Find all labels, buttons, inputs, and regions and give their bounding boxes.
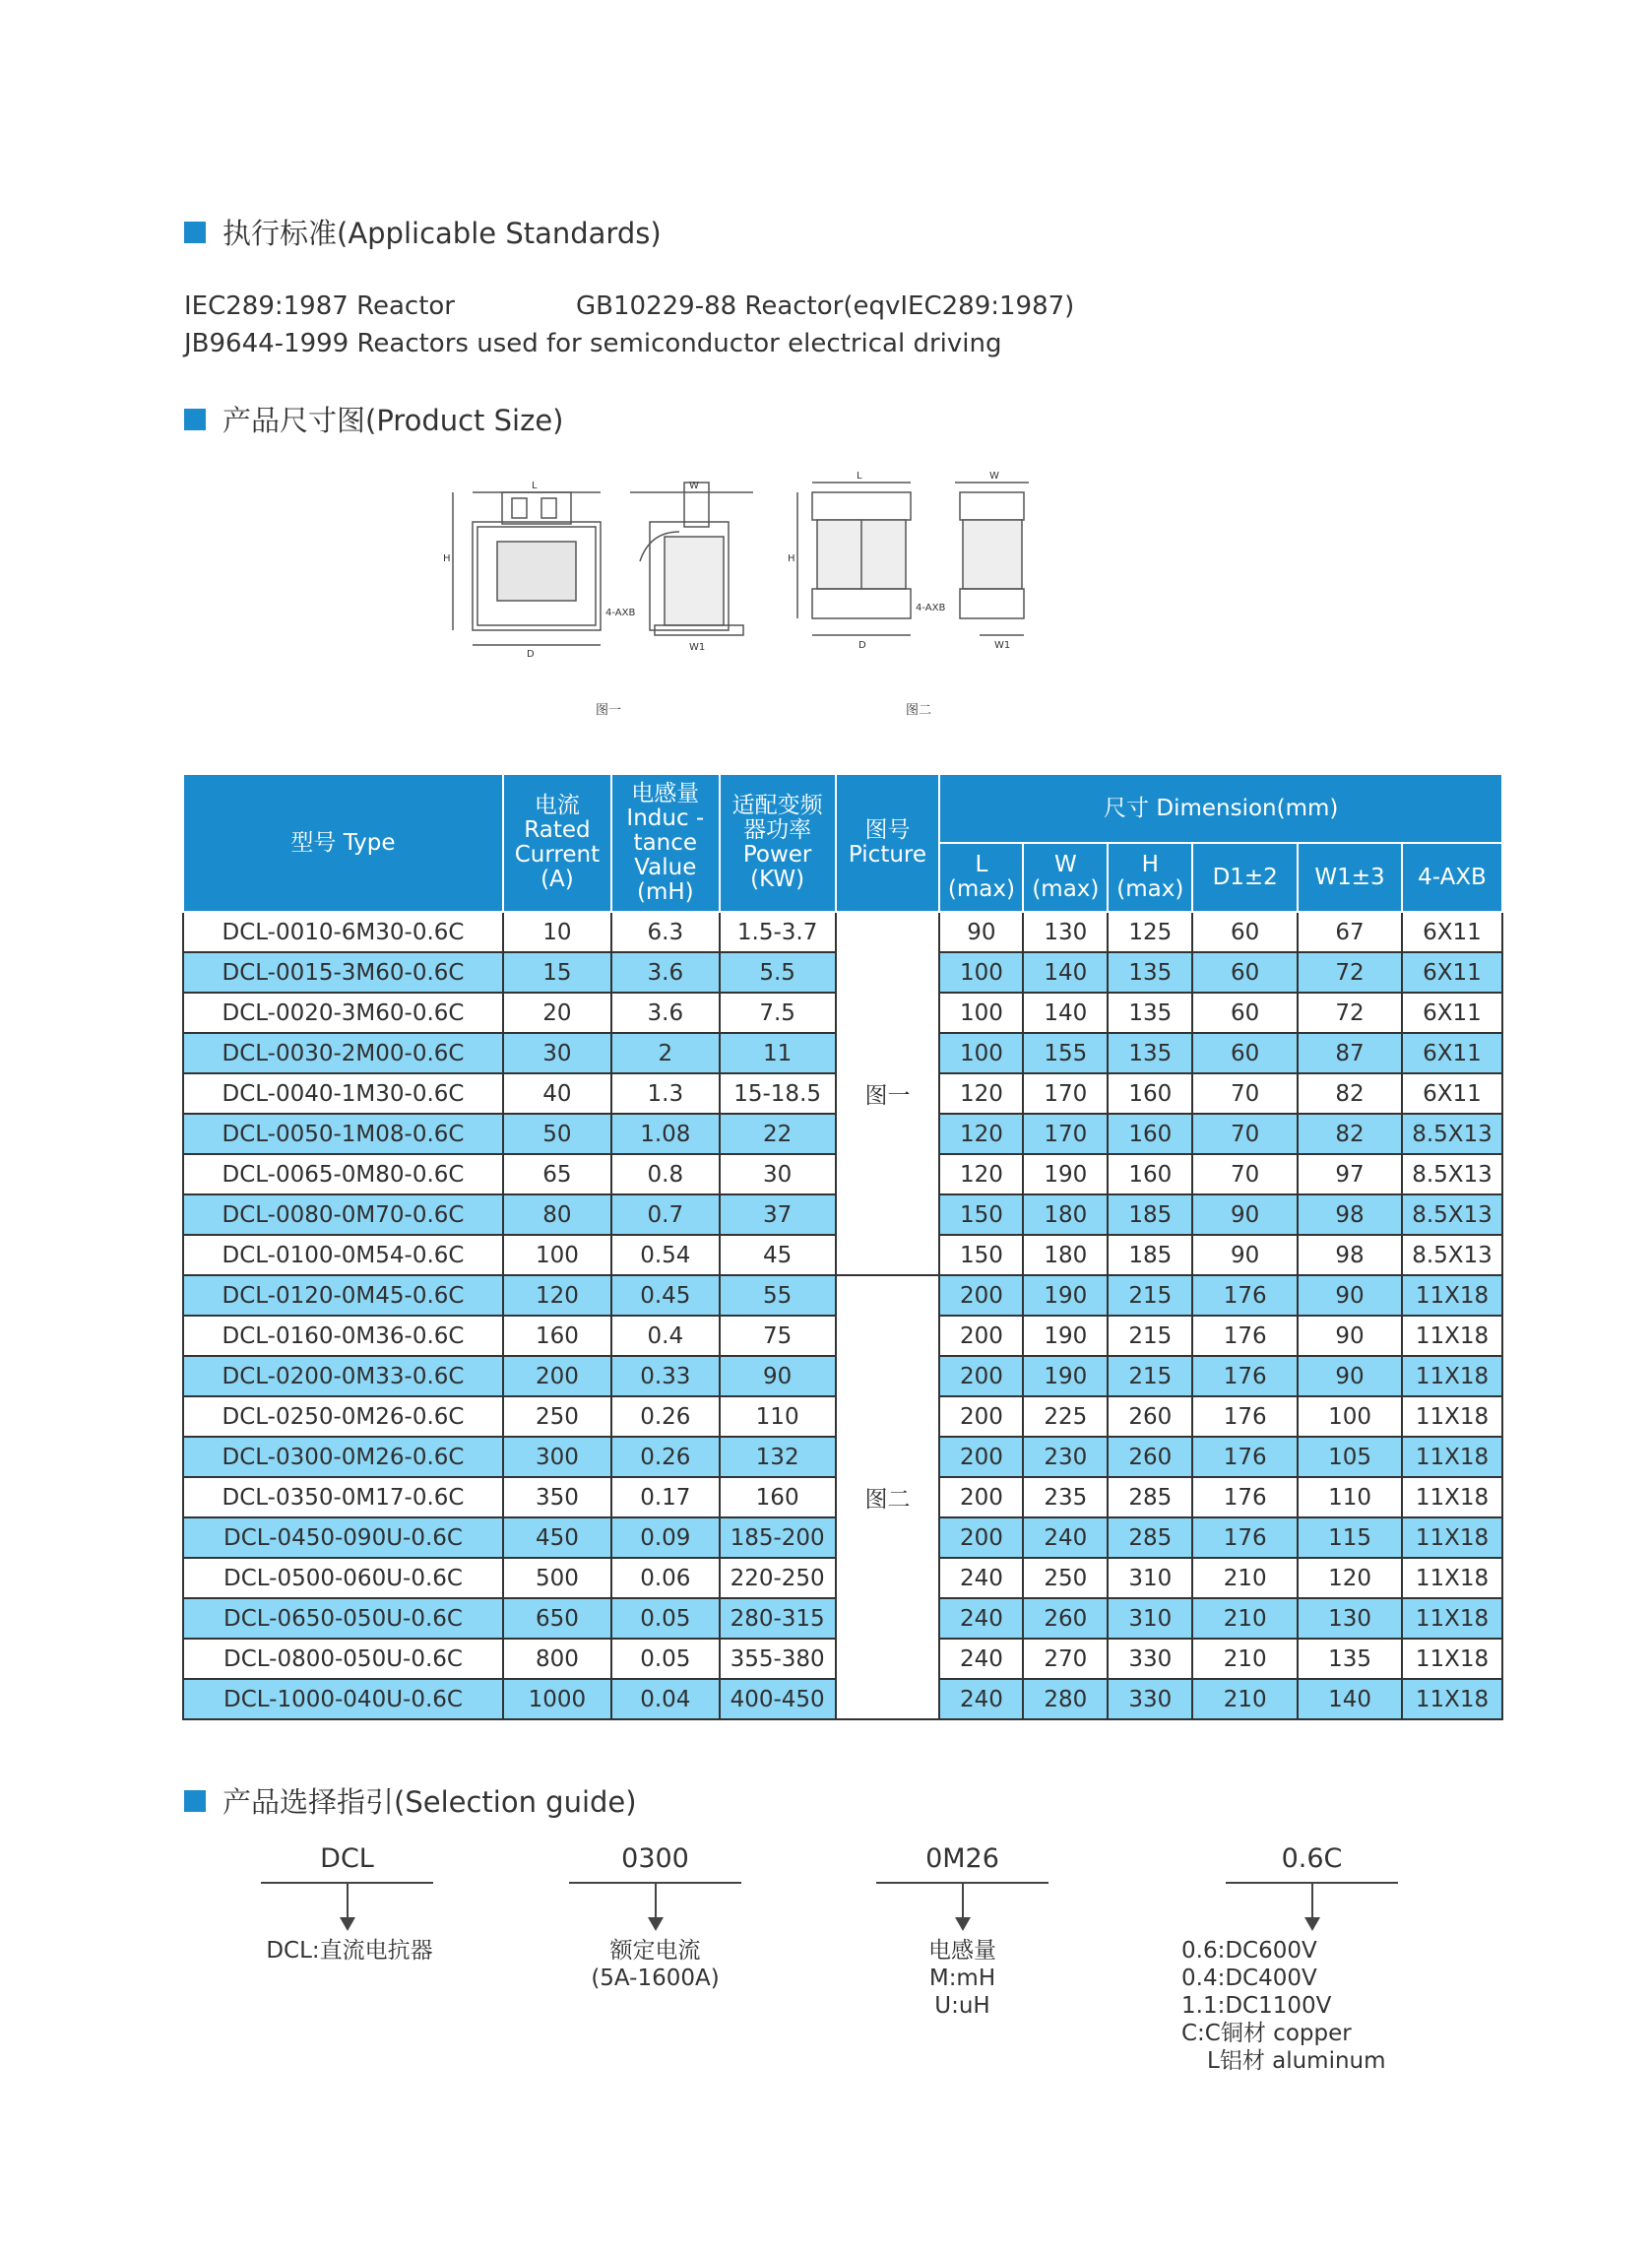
- header-type: 型号 Type: [183, 774, 503, 912]
- cell-type: DCL-0010-6M30-0.6C: [183, 912, 503, 952]
- cell-AXB: 11X18: [1402, 1356, 1502, 1396]
- section-title-selection: 产品选择指引(Selection guide): [184, 1780, 637, 1821]
- header-dimension: 尺寸 Dimension(mm): [939, 774, 1502, 843]
- cell-AXB: 11X18: [1402, 1437, 1502, 1477]
- cell-H: 330: [1108, 1639, 1192, 1679]
- cell-D1: 176: [1192, 1396, 1298, 1437]
- cell-H: 215: [1108, 1356, 1192, 1396]
- cell-D1: 210: [1192, 1679, 1298, 1719]
- cell-current: 200: [503, 1356, 611, 1396]
- cell-L: 200: [939, 1437, 1023, 1477]
- cell-type: DCL-0800-050U-0.6C: [183, 1639, 503, 1679]
- cell-D1: 176: [1192, 1477, 1298, 1517]
- cell-power: 185-200: [720, 1517, 836, 1558]
- cell-W: 140: [1023, 952, 1108, 993]
- cell-H: 330: [1108, 1679, 1192, 1719]
- cell-current: 350: [503, 1477, 611, 1517]
- fig2-label-W: W: [989, 471, 999, 482]
- cell-H: 135: [1108, 1033, 1192, 1073]
- header-picture: 图号 Picture: [836, 774, 940, 912]
- cell-L: 150: [939, 1194, 1023, 1235]
- down-arrow-icon: [1311, 1884, 1313, 1927]
- cell-type: DCL-0500-060U-0.6C: [183, 1558, 503, 1598]
- cell-inductance: 0.26: [611, 1396, 720, 1437]
- cell-AXB: 6X11: [1402, 993, 1502, 1033]
- cell-type: DCL-0450-090U-0.6C: [183, 1517, 503, 1558]
- header-H: H (max): [1108, 843, 1192, 912]
- cell-L: 240: [939, 1598, 1023, 1639]
- cell-power: 400-450: [720, 1679, 836, 1719]
- cell-type: DCL-0350-0M17-0.6C: [183, 1477, 503, 1517]
- cell-W: 190: [1023, 1154, 1108, 1194]
- standard-line-1b: GB10229-88 Reactor(eqvIEC289:1987): [576, 291, 1075, 321]
- cell-power: 90: [720, 1356, 836, 1396]
- section-title-standards: 执行标准(Applicable Standards): [184, 212, 662, 252]
- cell-power: 220-250: [720, 1558, 836, 1598]
- fig2-label-axb: 4-AXB: [916, 603, 946, 613]
- cell-inductance: 1.3: [611, 1073, 720, 1114]
- cell-W1: 82: [1298, 1073, 1402, 1114]
- cell-AXB: 11X18: [1402, 1639, 1502, 1679]
- cell-AXB: 11X18: [1402, 1275, 1502, 1316]
- cell-D1: 176: [1192, 1437, 1298, 1477]
- cell-AXB: 6X11: [1402, 1073, 1502, 1114]
- fig1-label-L: L: [532, 481, 538, 491]
- cell-current: 30: [503, 1033, 611, 1073]
- cell-power: 11: [720, 1033, 836, 1073]
- cell-inductance: 3.6: [611, 993, 720, 1033]
- cell-AXB: 11X18: [1402, 1558, 1502, 1598]
- cell-W: 140: [1023, 993, 1108, 1033]
- cell-D1: 176: [1192, 1356, 1298, 1396]
- cell-H: 310: [1108, 1598, 1192, 1639]
- fig2-label-H: H: [788, 553, 795, 564]
- cell-type: DCL-0250-0M26-0.6C: [183, 1396, 503, 1437]
- cell-inductance: 0.06: [611, 1558, 720, 1598]
- cell-L: 150: [939, 1235, 1023, 1275]
- cell-power: 75: [720, 1316, 836, 1356]
- guide-item-series: DCL DCL:直流电抗器: [261, 1843, 433, 1965]
- cell-L: 120: [939, 1073, 1023, 1114]
- cell-inductance: 0.8: [611, 1154, 720, 1194]
- cell-W1: 120: [1298, 1558, 1402, 1598]
- cell-L: 200: [939, 1316, 1023, 1356]
- cell-D1: 60: [1192, 912, 1298, 952]
- cell-power: 7.5: [720, 993, 836, 1033]
- cell-W: 250: [1023, 1558, 1108, 1598]
- cell-D1: 90: [1192, 1194, 1298, 1235]
- cell-W: 240: [1023, 1517, 1108, 1558]
- cell-L: 240: [939, 1679, 1023, 1719]
- cell-current: 40: [503, 1073, 611, 1114]
- cell-D1: 90: [1192, 1235, 1298, 1275]
- cell-H: 135: [1108, 952, 1192, 993]
- fig2-label-D: D: [858, 640, 866, 651]
- cell-type: DCL-0200-0M33-0.6C: [183, 1356, 503, 1396]
- cell-H: 160: [1108, 1073, 1192, 1114]
- cell-H: 185: [1108, 1235, 1192, 1275]
- cell-inductance: 0.17: [611, 1477, 720, 1517]
- cell-inductance: 2: [611, 1033, 720, 1073]
- cell-L: 100: [939, 1033, 1023, 1073]
- cell-W1: 135: [1298, 1639, 1402, 1679]
- down-arrow-icon: [347, 1884, 349, 1927]
- cell-AXB: 11X18: [1402, 1598, 1502, 1639]
- cell-W: 170: [1023, 1114, 1108, 1154]
- cell-inductance: 0.05: [611, 1639, 720, 1679]
- header-W: W (max): [1023, 843, 1108, 912]
- cell-W1: 72: [1298, 952, 1402, 993]
- cell-power: 160: [720, 1477, 836, 1517]
- product-drawings: [413, 463, 1103, 758]
- cell-inductance: 0.54: [611, 1235, 720, 1275]
- fig1-label-W: W: [689, 481, 699, 491]
- cell-L: 120: [939, 1154, 1023, 1194]
- down-arrow-icon: [962, 1884, 964, 1927]
- cell-type: DCL-0040-1M30-0.6C: [183, 1073, 503, 1114]
- cell-W1: 82: [1298, 1114, 1402, 1154]
- cell-inductance: 0.45: [611, 1275, 720, 1316]
- cell-inductance: 6.3: [611, 912, 720, 952]
- cell-inductance: 0.26: [611, 1437, 720, 1477]
- cell-W: 280: [1023, 1679, 1108, 1719]
- fig2-label-L: L: [857, 471, 862, 482]
- cell-W: 180: [1023, 1194, 1108, 1235]
- cell-W1: 140: [1298, 1679, 1402, 1719]
- cell-H: 160: [1108, 1154, 1192, 1194]
- cell-AXB: 8.5X13: [1402, 1235, 1502, 1275]
- cell-current: 500: [503, 1558, 611, 1598]
- header-D1: D1±2: [1192, 843, 1298, 912]
- cell-type: DCL-0065-0M80-0.6C: [183, 1154, 503, 1194]
- fig1-label-D: D: [527, 649, 535, 660]
- cell-L: 200: [939, 1477, 1023, 1517]
- cell-power: 5.5: [720, 952, 836, 993]
- cell-D1: 70: [1192, 1114, 1298, 1154]
- cell-D1: 70: [1192, 1073, 1298, 1114]
- cell-D1: 210: [1192, 1639, 1298, 1679]
- cell-H: 125: [1108, 912, 1192, 952]
- cell-type: DCL-0160-0M36-0.6C: [183, 1316, 503, 1356]
- cell-W1: 100: [1298, 1396, 1402, 1437]
- cell-current: 15: [503, 952, 611, 993]
- cell-AXB: 11X18: [1402, 1679, 1502, 1719]
- cell-power: 132: [720, 1437, 836, 1477]
- cell-W: 230: [1023, 1437, 1108, 1477]
- cell-type: DCL-0050-1M08-0.6C: [183, 1114, 503, 1154]
- cell-W: 225: [1023, 1396, 1108, 1437]
- cell-inductance: 0.05: [611, 1598, 720, 1639]
- cell-power: 55: [720, 1275, 836, 1316]
- square-bullet-icon: [184, 222, 206, 243]
- fig1-caption: 图一: [596, 703, 622, 718]
- cell-AXB: 6X11: [1402, 952, 1502, 993]
- cell-type: DCL-0100-0M54-0.6C: [183, 1235, 503, 1275]
- cell-W: 190: [1023, 1275, 1108, 1316]
- cell-inductance: 0.7: [611, 1194, 720, 1235]
- cell-W1: 110: [1298, 1477, 1402, 1517]
- cell-type: DCL-0030-2M00-0.6C: [183, 1033, 503, 1073]
- cell-D1: 60: [1192, 993, 1298, 1033]
- cell-type: DCL-0650-050U-0.6C: [183, 1598, 503, 1639]
- fig1-label-H: H: [443, 553, 451, 564]
- cell-AXB: 8.5X13: [1402, 1114, 1502, 1154]
- cell-H: 285: [1108, 1517, 1192, 1558]
- header-AXB: 4-AXB: [1402, 843, 1502, 912]
- cell-W1: 115: [1298, 1517, 1402, 1558]
- cell-H: 310: [1108, 1558, 1192, 1598]
- cell-D1: 176: [1192, 1316, 1298, 1356]
- cell-type: DCL-0020-3M60-0.6C: [183, 993, 503, 1033]
- cell-type: DCL-0120-0M45-0.6C: [183, 1275, 503, 1316]
- cell-current: 800: [503, 1639, 611, 1679]
- cell-type: DCL-1000-040U-0.6C: [183, 1679, 503, 1719]
- fig1-label-axb: 4-AXB: [605, 608, 636, 618]
- cell-W1: 67: [1298, 912, 1402, 952]
- cell-picture: 图二: [836, 1275, 940, 1719]
- cell-AXB: 11X18: [1402, 1316, 1502, 1356]
- cell-D1: 176: [1192, 1517, 1298, 1558]
- header-current: 电流 Rated Current (A): [503, 774, 611, 912]
- cell-D1: 70: [1192, 1154, 1298, 1194]
- cell-W: 130: [1023, 912, 1108, 952]
- cell-inductance: 1.08: [611, 1114, 720, 1154]
- cell-H: 260: [1108, 1396, 1192, 1437]
- cell-W: 190: [1023, 1356, 1108, 1396]
- spec-table: [182, 773, 1503, 1720]
- cell-D1: 60: [1192, 952, 1298, 993]
- cell-L: 100: [939, 993, 1023, 1033]
- cell-AXB: 11X18: [1402, 1477, 1502, 1517]
- cell-L: 240: [939, 1639, 1023, 1679]
- cell-W: 270: [1023, 1639, 1108, 1679]
- cell-L: 200: [939, 1517, 1023, 1558]
- fig2-front-view: [797, 483, 911, 635]
- cell-type: DCL-0300-0M26-0.6C: [183, 1437, 503, 1477]
- guide-item-voltage-material: 0.6C 0.6:DC600V 0.4:DC400V 1.1:DC1100V C:C铜材 copper L铝材 aluminum: [1226, 1843, 1398, 2075]
- cell-W: 260: [1023, 1598, 1108, 1639]
- cell-D1: 176: [1192, 1275, 1298, 1316]
- cell-AXB: 11X18: [1402, 1396, 1502, 1437]
- cell-D1: 210: [1192, 1598, 1298, 1639]
- cell-picture: 图一: [836, 912, 940, 1275]
- cell-current: 650: [503, 1598, 611, 1639]
- cell-H: 260: [1108, 1437, 1192, 1477]
- header-L: L (max): [939, 843, 1023, 912]
- cell-AXB: 8.5X13: [1402, 1194, 1502, 1235]
- square-bullet-icon: [184, 1790, 206, 1812]
- cell-current: 65: [503, 1154, 611, 1194]
- cell-D1: 210: [1192, 1558, 1298, 1598]
- guide-item-inductance: 0M26 电感量 M:mH U:uH: [876, 1843, 1048, 2020]
- header-W1: W1±3: [1298, 843, 1402, 912]
- cell-current: 100: [503, 1235, 611, 1275]
- cell-power: 30: [720, 1154, 836, 1194]
- cell-AXB: 8.5X13: [1402, 1154, 1502, 1194]
- cell-L: 200: [939, 1275, 1023, 1316]
- cell-inductance: 0.04: [611, 1679, 720, 1719]
- cell-inductance: 0.4: [611, 1316, 720, 1356]
- cell-W: 180: [1023, 1235, 1108, 1275]
- square-bullet-icon: [184, 409, 206, 430]
- cell-power: 45: [720, 1235, 836, 1275]
- cell-type: DCL-0080-0M70-0.6C: [183, 1194, 503, 1235]
- table-row: [183, 1275, 1502, 1316]
- cell-type: DCL-0015-3M60-0.6C: [183, 952, 503, 993]
- table-row: [183, 912, 1502, 952]
- fig1-side-view: [630, 483, 753, 635]
- cell-W: 235: [1023, 1477, 1108, 1517]
- cell-current: 120: [503, 1275, 611, 1316]
- cell-H: 160: [1108, 1114, 1192, 1154]
- cell-power: 37: [720, 1194, 836, 1235]
- section-title-product-size: 产品尺寸图(Product Size): [184, 399, 564, 439]
- cell-current: 1000: [503, 1679, 611, 1719]
- cell-L: 90: [939, 912, 1023, 952]
- cell-D1: 60: [1192, 1033, 1298, 1073]
- cell-H: 285: [1108, 1477, 1192, 1517]
- cell-power: 280-315: [720, 1598, 836, 1639]
- cell-W1: 98: [1298, 1194, 1402, 1235]
- cell-power: 1.5-3.7: [720, 912, 836, 952]
- cell-current: 250: [503, 1396, 611, 1437]
- cell-W1: 72: [1298, 993, 1402, 1033]
- cell-L: 240: [939, 1558, 1023, 1598]
- cell-power: 355-380: [720, 1639, 836, 1679]
- cell-current: 160: [503, 1316, 611, 1356]
- cell-H: 135: [1108, 993, 1192, 1033]
- cell-AXB: 6X11: [1402, 1033, 1502, 1073]
- standard-line-2: JB9644-1999 Reactors used for semiconductor electrical driving: [184, 329, 1002, 358]
- cell-AXB: 6X11: [1402, 912, 1502, 952]
- cell-inductance: 3.6: [611, 952, 720, 993]
- cell-W: 155: [1023, 1033, 1108, 1073]
- cell-inductance: 0.33: [611, 1356, 720, 1396]
- fig1-label-W1: W1: [689, 642, 706, 653]
- cell-W: 170: [1023, 1073, 1108, 1114]
- cell-power: 110: [720, 1396, 836, 1437]
- cell-W1: 90: [1298, 1356, 1402, 1396]
- header-inductance: 电感量 Induc - tance Value (mH): [611, 774, 720, 912]
- cell-L: 100: [939, 952, 1023, 993]
- cell-W1: 97: [1298, 1154, 1402, 1194]
- cell-W1: 87: [1298, 1033, 1402, 1073]
- cell-current: 20: [503, 993, 611, 1033]
- cell-L: 200: [939, 1356, 1023, 1396]
- fig2-side-view: [955, 483, 1029, 635]
- cell-inductance: 0.09: [611, 1517, 720, 1558]
- cell-power: 22: [720, 1114, 836, 1154]
- fig1-front-view: [453, 492, 601, 645]
- cell-L: 120: [939, 1114, 1023, 1154]
- cell-H: 185: [1108, 1194, 1192, 1235]
- down-arrow-icon: [655, 1884, 657, 1927]
- cell-current: 10: [503, 912, 611, 952]
- cell-W: 190: [1023, 1316, 1108, 1356]
- cell-current: 80: [503, 1194, 611, 1235]
- cell-W1: 90: [1298, 1275, 1402, 1316]
- cell-H: 215: [1108, 1275, 1192, 1316]
- guide-item-current: 0300 额定电流 (5A-1600A): [569, 1843, 741, 1992]
- cell-W1: 130: [1298, 1598, 1402, 1639]
- cell-W1: 98: [1298, 1235, 1402, 1275]
- cell-W1: 105: [1298, 1437, 1402, 1477]
- cell-AXB: 11X18: [1402, 1517, 1502, 1558]
- cell-L: 200: [939, 1396, 1023, 1437]
- cell-power: 15-18.5: [720, 1073, 836, 1114]
- cell-W1: 90: [1298, 1316, 1402, 1356]
- fig2-label-W1: W1: [994, 640, 1011, 651]
- header-power: 适配变频 器功率 Power (KW): [720, 774, 836, 912]
- cell-current: 300: [503, 1437, 611, 1477]
- cell-H: 215: [1108, 1316, 1192, 1356]
- cell-current: 50: [503, 1114, 611, 1154]
- cell-current: 450: [503, 1517, 611, 1558]
- standard-line-1a: IEC289:1987 Reactor: [184, 291, 455, 321]
- fig2-caption: 图二: [906, 703, 932, 718]
